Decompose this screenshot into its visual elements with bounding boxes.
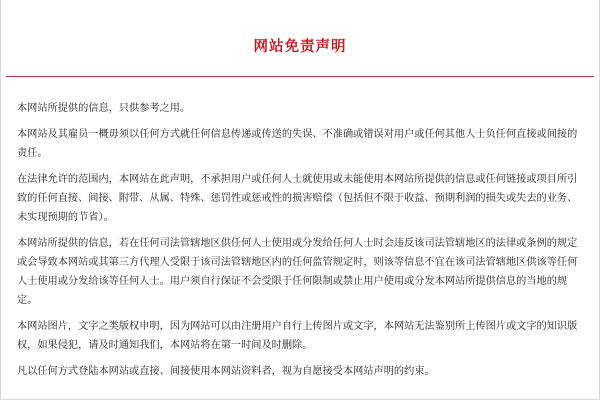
paragraph-damages-disclaimer: 在法律允许的范围内，本网站在此声明，不承担用户或任何人士就使用或未能使用本网站所提供的信息或任何链接或项目所引致的任何直接、间接、附带、从属、特殊、惩罚性或惩戒性的损害赔偿（包括但不限于收益、预期利润的损失或失去的业务、未实现预期的节省）。 (17, 174, 578, 223)
title-divider (6, 76, 594, 77)
title-area (1, 0, 599, 77)
page-title: 网站免责声明 (253, 39, 347, 55)
paragraph-no-liability-errors: 本网站及其雇员一概毋须以任何方式就任何信息传递或传送的失误、不准确或错误对用户或任何其他人士负任何直接或间接的责任。 (17, 129, 578, 159)
paragraph-copyright: 本网站图片，文字之类版权申明，因为网站可以由注册用户自行上传图片或文字，本网站无法鉴别所上传图片或文字的知识版权，如果侵犯，请及时通知我们，本网站将在第一时间及时删除。 (17, 321, 578, 351)
disclaimer-body (17, 99, 583, 388)
paragraph-reference-only: 本网站所提供的信息，只供参考之用。 (17, 103, 191, 114)
paragraph-jurisdiction: 本网站所提供的信息，若在任何司法管辖地区供任何人士使用或分发给任何人士时会违反该司法管辖地区的法律或条例的规定或会导致本网站或其第三方代理人受限于该司法管辖地区内的任何监管规定时，则该等信息不宜在该司法管辖地区供该等任何人士使用或分发给该等任何人士。用户须自行保证不会受限于任何限制或禁止用户使用或分发本网站所提供信息的当地的规定。 (17, 238, 578, 306)
paragraph-acceptance: 凡以任何方式登陆本网站或直接、间接使用本网站资料者，视为自愿接受本网站声明的约束。 (17, 366, 435, 377)
